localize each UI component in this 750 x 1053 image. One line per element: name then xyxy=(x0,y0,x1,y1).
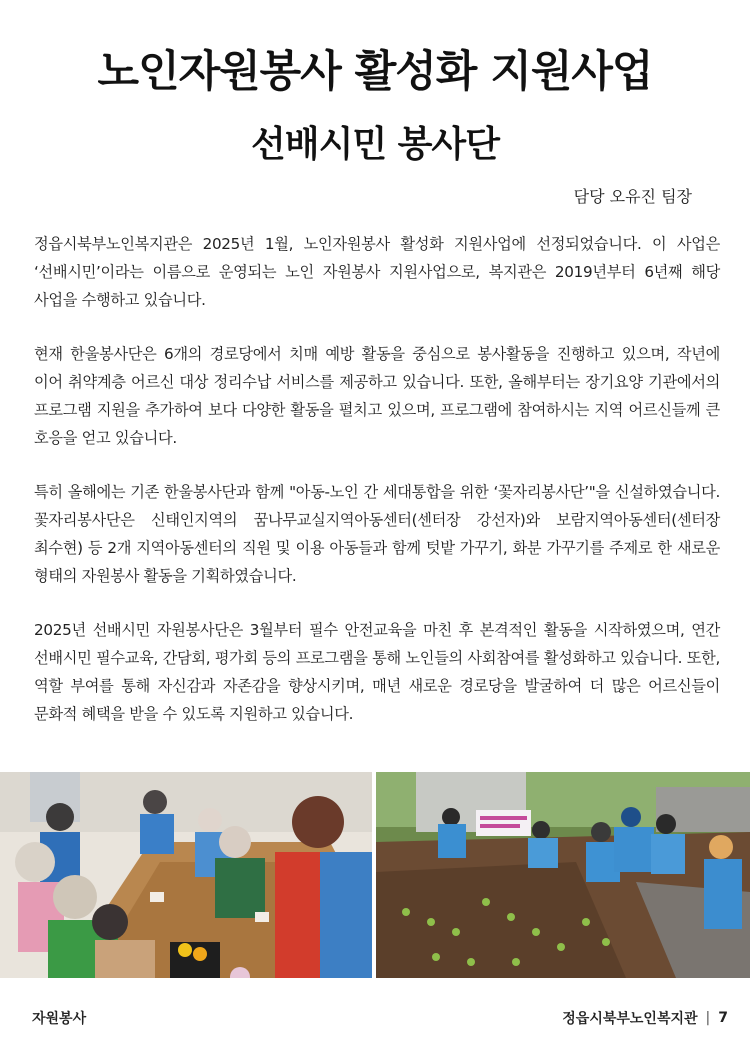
author-line: 담당 오유진 팀장 xyxy=(573,187,692,206)
paragraph-4: 2025년 선배시민 자원봉사단은 3월부터 필수 안전교육을 마친 후 본격적인 활동을 시작하였으며, 연간 선배시민 필수교육, 간담회, 평가회 등의 프로그램을 통해 노인들의 사회참여를 활성화하고 있습니다. 또한, 역할 부여를 통해 자신감과 자존감을 향상시키며, 매년 새로운 경로당을 발굴하여 더 많은 어르신들이 문화적 혜택을 받을 수 있도록 지원하고 있습니다. xyxy=(34,621,720,723)
photo-garden-activity xyxy=(376,772,750,978)
footer-organization: 정읍시북부노인복지관 xyxy=(562,1011,698,1027)
page-number: 7 xyxy=(718,1010,728,1026)
page-title: 노인자원봉사 활성화 지원사업 xyxy=(97,47,653,97)
footer-publisher xyxy=(562,1008,728,1028)
footer-separator: | xyxy=(705,1010,711,1026)
paragraph-1: 정읍시북부노인복지관은 2025년 1월, 노인자원봉사 활성화 지원사업에 선정되었습니다. 이 사업은 ‘선배시민’이라는 이름으로 운영되는 노인 자원봉사 지원사업으로, 복지관은 2019년부터 6년째 해당 사업을 수행하고 있습니다. xyxy=(34,235,720,309)
footer-section-label: 자원봉사 xyxy=(32,1011,87,1027)
page-subtitle: 선배시민 봉사단 xyxy=(251,124,499,165)
article-body xyxy=(34,230,720,754)
paragraph-3: 특히 올해에는 기존 한울봉사단과 함께 "아동-노인 간 세대통합을 위한 ‘꽃자리봉사단’"을 신설하였습니다. 꽃자리봉사단은 신태인지역의 꿈나무교실지역아동센터(센터장 강선자)와 보람지역아동센터(센터장 최수현) 등 2개 지역아동센터의 직원 및 이용 아동들과 함께 텃밭 가꾸기, 화분 가꾸기를 주제로 한 새로운 형태의 자원봉사 활동을 기획하였습니다. xyxy=(34,483,720,585)
photo-indoor-activity xyxy=(0,772,372,978)
paragraph-2: 현재 한울봉사단은 6개의 경로당에서 치매 예방 활동을 중심으로 봉사활동을 진행하고 있으며, 작년에 이어 취약계층 어르신 대상 정리수납 서비스를 제공하고 있습니다. 또한, 올해부터는 장기요양 기관에서의 프로그램 지원을 추가하여 보다 다양한 활동을 펼치고 있으며, 프로그램에 참여하시는 지역 어르신들께 큰 호응을 얻고 있습니다. xyxy=(34,345,720,447)
